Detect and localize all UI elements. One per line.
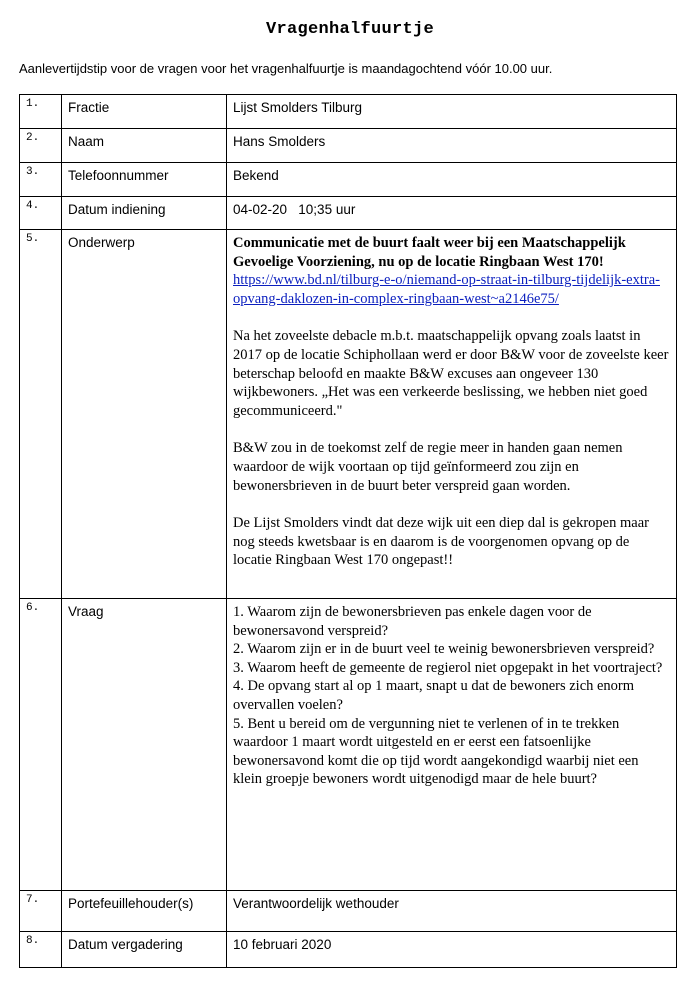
row-number-cell <box>20 891 62 932</box>
row-value-cell <box>227 95 677 129</box>
portefeuillehouder-value: Verantwoordelijk wethouder <box>233 896 399 911</box>
row-number: 3. <box>26 166 40 178</box>
row-label: Naam <box>68 134 105 149</box>
row-value-cell <box>227 197 677 230</box>
table-row-datum-vergadering <box>20 932 677 968</box>
row-label: Onderwerp <box>68 235 135 250</box>
row-label-cell <box>62 599 227 891</box>
table-row-naam <box>20 129 677 163</box>
table-row-portefeuillehouder <box>20 891 677 932</box>
row-number-cell <box>20 932 62 968</box>
fractie-value: Lijst Smolders Tilburg <box>233 100 363 115</box>
news-article-link[interactable]: https://www.bd.nl/tilburg-e-o/niemand-op-straat-in-tilburg-tijdelijk-extra-opvang-daklozen-in-complex-ringbaan-west~a2146e75/ <box>233 272 660 307</box>
table-row-fractie <box>20 95 677 129</box>
questions-list <box>227 599 676 789</box>
table-row-datum-indiening <box>20 197 677 230</box>
row-label-cell <box>62 197 227 230</box>
row-number-cell <box>20 163 62 197</box>
subject-paragraph: De Lijst Smolders vindt dat deze wijk uit een diep dal is gekropen maar nog steeds kwetsbaar is en daarom is de voorgenomen opvang op de locatie Ringbaan West 170 ongepast!! <box>233 515 649 569</box>
row-number-cell <box>20 95 62 129</box>
subject-paragraph: B&W zou in de toekomst zelf de regie meer in handen gaan nemen waardoor de wijk voortaan op tijd geïnformeerd zou zijn en bewonersbrieven in de buurt beter verspreid gaan worden. <box>233 440 623 494</box>
question-form-table <box>19 94 677 968</box>
row-number: 7. <box>26 894 40 906</box>
table-row-vraag <box>20 599 677 891</box>
question-item: 2. Waarom zijn er in de buurt veel te weinig bewonersbrieven verspreid? <box>233 641 655 658</box>
question-item: 4. De opvang start al op 1 maart, snapt u dat de bewoners zich enorm overvallen voelen? <box>233 678 635 713</box>
row-label: Fractie <box>68 100 110 115</box>
datum-vergadering-value: 10 februari 2020 <box>233 937 332 952</box>
row-label-cell <box>62 230 227 599</box>
row-label: Datum indiening <box>68 202 166 217</box>
row-label: Portefeuillehouder(s) <box>68 896 194 911</box>
submission-deadline-note: Aanlevertijdstip voor de vragen voor het vragenhalfuurtje is maandagochtend vóór 10.00 uur. <box>19 61 553 76</box>
row-value-cell <box>227 230 677 599</box>
row-label-cell <box>62 95 227 129</box>
row-number: 6. <box>26 602 40 614</box>
question-item: 1. Waarom zijn de bewonersbrieven pas enkele dagen voor de bewonersavond verspreid? <box>233 604 592 639</box>
question-item: 5. Bent u bereid om de vergunning niet te verlenen of in te trekken waardoor 1 maart wordt uitgesteld en er eerst een fatsoenlijke bewonersavond komt die op tijd wordt aangekondigd waarbij niet een klein groepje bewoners wordt uitgenodigd maar de hele buurt? <box>233 715 639 788</box>
row-number: 1. <box>26 98 40 110</box>
row-number: 4. <box>26 200 40 212</box>
row-value-cell <box>227 163 677 197</box>
datum-indiening-value: 04-02-20 10;35 uur <box>233 202 356 217</box>
row-label: Telefoonnummer <box>68 168 169 183</box>
row-number: 2. <box>26 132 40 144</box>
table-row-telefoonnummer <box>20 163 677 197</box>
row-number-cell <box>20 230 62 599</box>
naam-value: Hans Smolders <box>233 134 326 149</box>
question-item: 3. Waarom heeft de gemeente de regierol niet opgepakt in het voortraject? <box>233 659 663 676</box>
table-row-onderwerp <box>20 230 677 599</box>
row-number-cell <box>20 129 62 163</box>
row-value-cell <box>227 891 677 932</box>
subject-paragraph: Na het zoveelste debacle m.b.t. maatschappelijk opvang zoals laatst in 2017 op de locatie Schiphollaan werd er door B&W voor de zoveelste keer beterschap beloofd en maakte B&W excuses aan ongeveer 130 wijkbewoners. „Het was een verkeerde beslissing, we hebben niet goed gecommuniceerd." <box>233 328 669 419</box>
row-number: 5. <box>26 233 40 245</box>
row-value-cell <box>227 129 677 163</box>
row-number-cell <box>20 197 62 230</box>
document-title: Vragenhalfuurtje <box>265 20 435 39</box>
row-label: Vraag <box>68 604 104 619</box>
row-label-cell <box>62 163 227 197</box>
row-number-cell <box>20 599 62 891</box>
row-number: 8. <box>26 935 40 947</box>
onderwerp-content <box>227 230 676 570</box>
row-label-cell <box>62 891 227 932</box>
row-label-cell <box>62 129 227 163</box>
row-label: Datum vergadering <box>68 937 183 952</box>
subject-title: Communicatie met de buurt faalt weer bij een Maatschappelijk Gevoelige Voorziening, nu op de locatie Ringbaan West 170! <box>233 235 626 270</box>
row-label-cell <box>62 932 227 968</box>
telefoonnummer-value: Bekend <box>233 168 279 183</box>
row-value-cell <box>227 932 677 968</box>
row-value-cell <box>227 599 677 891</box>
